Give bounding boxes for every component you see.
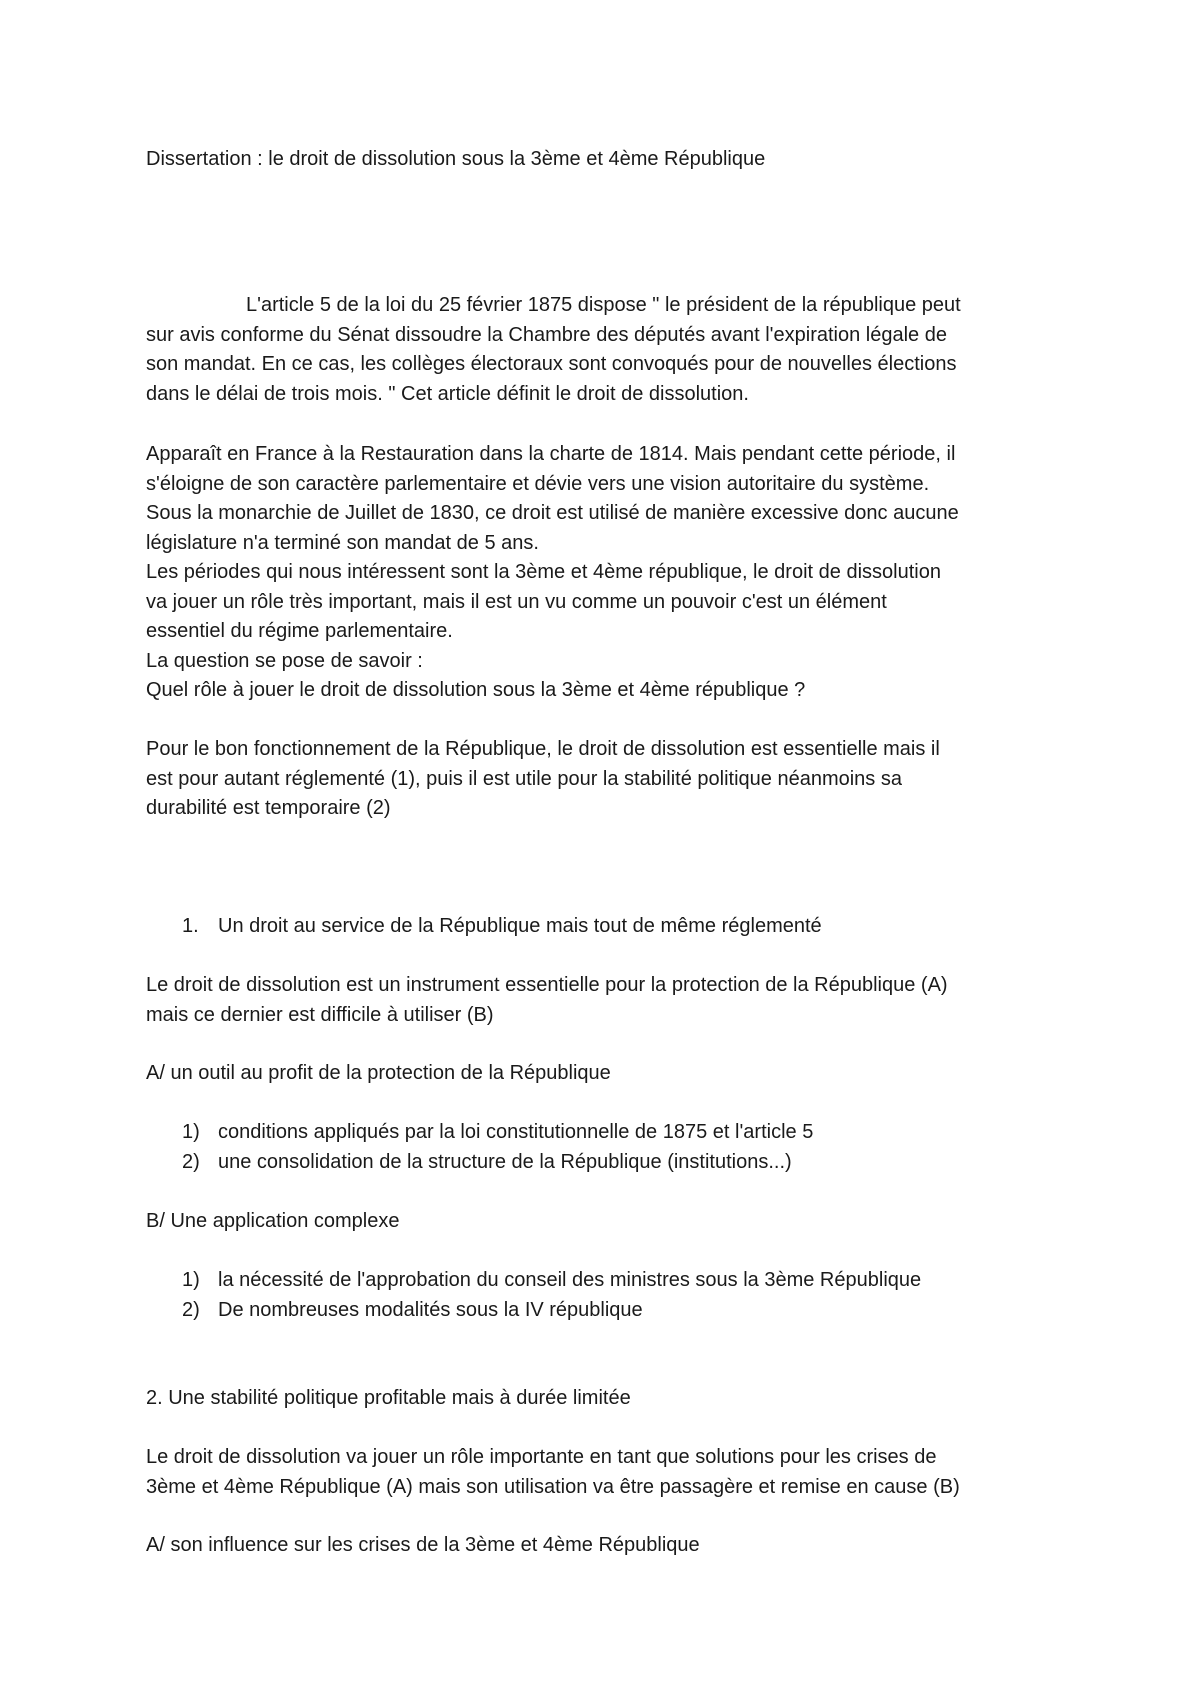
intro-line-3: son mandat. En ce cas, les collèges électoraux sont convoqués pour de nouvelles élections [146, 353, 957, 375]
context-line-3: Sous la monarchie de Juillet de 1830, ce droit est utilisé de manière excessive donc aucune [146, 502, 959, 524]
part1-section-a-list [146, 1118, 1066, 1177]
list-item-text: la nécessité de l'approbation du conseil des ministres sous la 3ème République [218, 1269, 922, 1291]
part2-chapeau-line-2: 3ème et 4ème République (A) mais son utilisation va être passagère et remise en cause (B) [146, 1475, 960, 1498]
list-item [146, 1118, 1066, 1148]
intro-line-1: L'article 5 de la loi du 25 février 1875 dispose " le président de la république peut [246, 294, 961, 316]
part1-heading [146, 912, 1066, 942]
document-title [146, 145, 1066, 175]
context-line-7: essentiel du régime parlementaire. [146, 620, 453, 642]
context-line-1: Apparaît en France à la Restauration dans la charte de 1814. Mais pendant cette période, il [146, 443, 956, 465]
question-intro-line: La question se pose de savoir : [146, 649, 423, 672]
part1-chapeau [146, 971, 1066, 1030]
part2-chapeau-line-1: Le droit de dissolution va jouer un rôle importante en tant que solutions pour les crises de [146, 1446, 937, 1468]
part1-heading-text: Un droit au service de la République mais tout de même réglementé [218, 915, 822, 937]
plan-line-3: durabilité est temporaire (2) [146, 797, 391, 819]
part1-section-b-heading [146, 1207, 1066, 1237]
part1-section-a-heading [146, 1059, 1066, 1089]
part2-heading-text: 2. Une stabilité politique profitable mais à durée limitée [146, 1387, 631, 1409]
part2-chapeau [146, 1443, 1066, 1502]
intro-paragraph [146, 291, 1066, 409]
plan-paragraph [146, 735, 1066, 824]
context-line-4: législature n'a terminé son mandat de 5 ans. [146, 531, 539, 554]
title-line: Dissertation : le droit de dissolution sous la 3ème et 4ème République [146, 148, 766, 170]
part1-section-b-heading-text: B/ Une application complexe [146, 1210, 400, 1232]
part2-section-a-heading-text: A/ son influence sur les crises de la 3ème et 4ème République [146, 1534, 700, 1556]
context-line-6: va jouer un rôle très important, mais il est un vu comme un pouvoir c'est un élément [146, 590, 887, 613]
list-item-marker: 1) [182, 1121, 200, 1143]
part1-marker: 1. [182, 915, 199, 937]
intro-line-2: sur avis conforme du Sénat dissoudre la Chambre des députés avant l'expiration légale de [146, 323, 947, 346]
list-item-marker: 2) [182, 1150, 200, 1173]
research-question-line: Quel rôle à jouer le droit de dissolution sous la 3ème et 4ème république ? [146, 679, 806, 701]
list-item-marker: 2) [182, 1298, 200, 1321]
part1-heading-list [146, 912, 1066, 942]
part1-section-b-list [146, 1266, 1066, 1325]
list-item-text: une consolidation de la structure de la République (institutions...) [218, 1150, 792, 1173]
context-paragraph [146, 440, 1066, 706]
list-item [146, 1296, 1066, 1326]
context-line-2: s'éloigne de son caractère parlementaire et dévie vers une vision autoritaire du système. [146, 472, 930, 495]
list-item-text: conditions appliqués par la loi constitutionnelle de 1875 et l'article 5 [218, 1121, 814, 1143]
part2-section-a-heading [146, 1531, 1066, 1561]
intro-line-4: dans le délai de trois mois. " Cet article définit le droit de dissolution. [146, 382, 749, 405]
part2-heading [146, 1384, 1066, 1414]
list-item [146, 1266, 1066, 1296]
context-line-5: Les périodes qui nous intéressent sont la 3ème et 4ème république, le droit de dissolution [146, 561, 941, 583]
part1-chapeau-line-2: mais ce dernier est difficile à utiliser (B) [146, 1003, 494, 1026]
part1-chapeau-line-1: Le droit de dissolution est un instrument essentielle pour la protection de la République (A) [146, 974, 948, 996]
plan-line-1: Pour le bon fonctionnement de la République, le droit de dissolution est essentielle mais il [146, 738, 940, 760]
plan-line-2: est pour autant réglementé (1), puis il est utile pour la stabilité politique néanmoins sa [146, 767, 902, 790]
list-item-marker: 1) [182, 1269, 200, 1291]
list-item [146, 1148, 1066, 1178]
part1-section-a-heading-text: A/ un outil au profit de la protection de la République [146, 1062, 611, 1084]
list-item-text: De nombreuses modalités sous la IV république [218, 1298, 643, 1321]
